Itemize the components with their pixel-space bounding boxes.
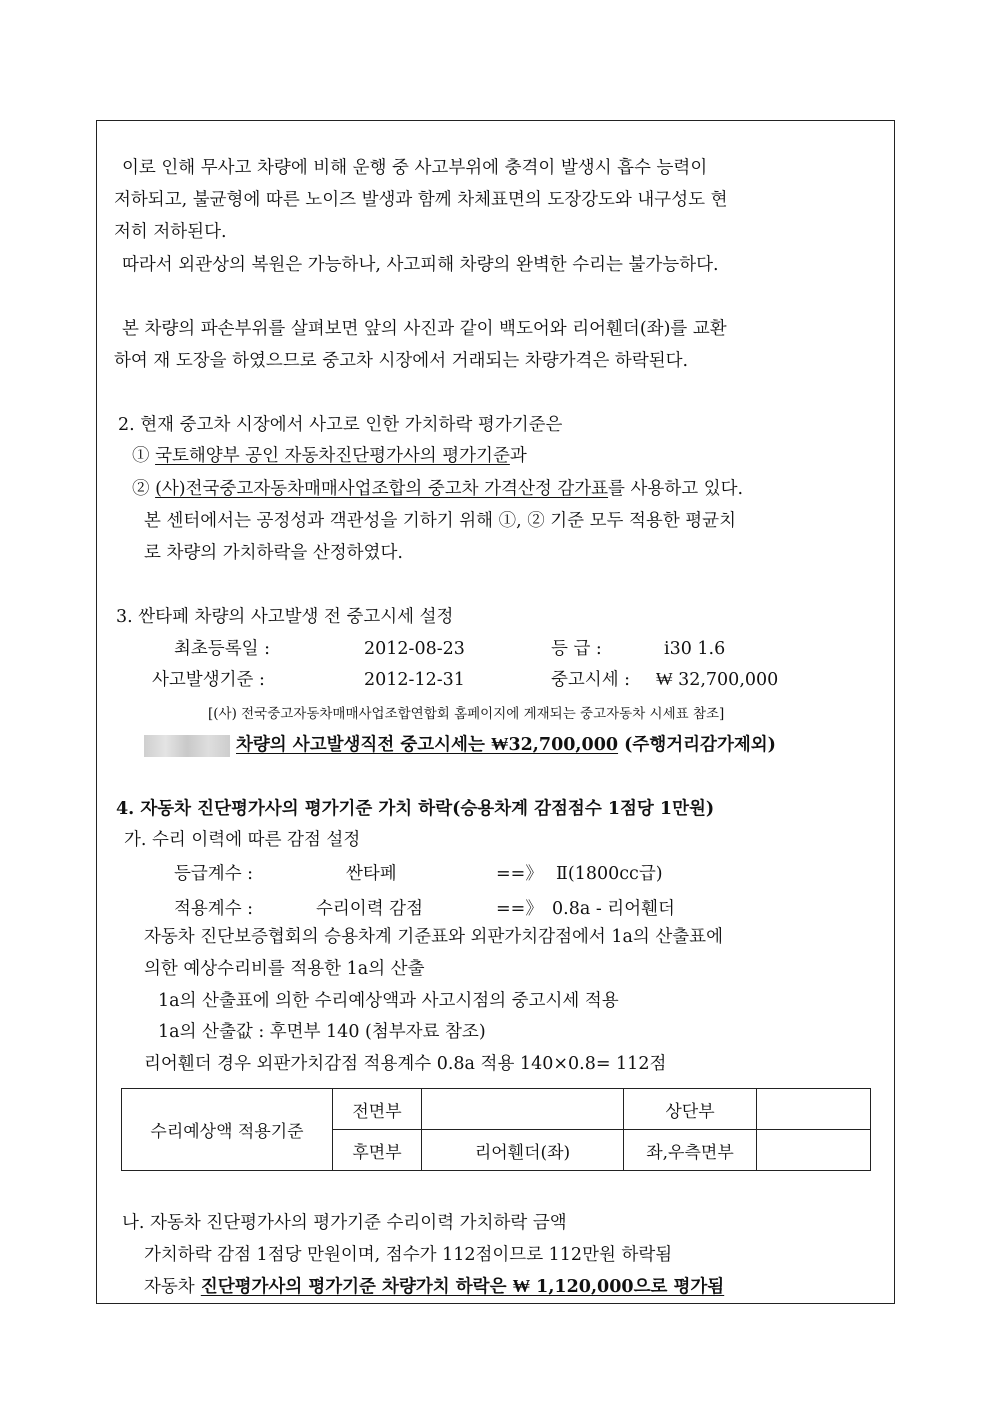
acc-value: 2012-12-31 <box>364 670 465 690</box>
section2-title: 2. 현재 중고차 시장에서 사고로 인한 가치하락 평가기준은 <box>118 415 563 435</box>
top-value-cell <box>757 1089 871 1130</box>
b-line2-prefix: 자동차 <box>144 1277 195 1297</box>
reg-value: 2012-08-23 <box>364 639 465 659</box>
summary-suffix: (주행거리감가제외) <box>624 735 776 755</box>
section4-line2: 의한 예상수리비를 적용한 1a의 산출 <box>144 959 425 979</box>
price-label: 중고시세 : <box>551 670 631 690</box>
grade-coef-car: 싼타페 <box>346 864 397 884</box>
item1-underlined: 국토해양부 공인 자동차진단평가사의 평가기준 <box>155 446 510 466</box>
section2-line4: 로 차량의 가치하락을 산정하였다. <box>144 543 403 563</box>
section4-title: 4. 자동차 진단평가사의 평가기준 가치 하락(승용차계 감점점수 1점당 1만원) <box>116 799 715 819</box>
rear-label-cell: 후면부 <box>333 1130 422 1171</box>
section2-item1 <box>132 445 527 467</box>
section4-line4: 1a의 산출값 : 후면부 140 (첨부자료 참조) <box>158 1022 486 1042</box>
grade-label: 등 급 : <box>551 639 602 659</box>
front-label-cell: 전면부 <box>333 1089 422 1130</box>
section2-item2 <box>132 478 743 500</box>
apply-coef-value: 0.8a - 리어휀더 <box>552 899 675 919</box>
para1-line2: 저하되고, 불균형에 따른 노이즈 발생과 함께 차체표면의 도장강도와 내구성도 현 <box>114 190 728 210</box>
grade-coef-value: Ⅱ(1800cc급) <box>556 864 663 884</box>
price-value: ₩ 32,700,000 <box>656 670 779 690</box>
para1-line3: 저히 저하된다. <box>114 222 227 242</box>
item1-mark: ① <box>132 446 150 466</box>
section3-title: 3. 싼타페 차량의 사고발생 전 중고시세 설정 <box>116 607 454 627</box>
section4-line5: 리어휀더 경우 외판가치감점 적용계수 0.8a 적용 140×0.8= 112점 <box>144 1054 667 1074</box>
table-row <box>122 1089 871 1130</box>
section4-sub-a: 가. 수리 이력에 따른 감점 설정 <box>124 830 361 850</box>
redacted-vehicle-number <box>144 735 230 757</box>
para1-line4: 따라서 외관상의 복원은 가능하나, 사고피해 차량의 완벽한 수리는 불가능하다. <box>122 255 719 275</box>
arrow-2: ==》 <box>496 899 543 919</box>
section2-line3: 본 센터에서는 공정성과 객관성을 기하기 위해 ①, ② 기준 모두 적용한 평균치 <box>144 511 736 531</box>
side-label-cell: 좌,우측면부 <box>624 1130 757 1171</box>
front-value-cell <box>422 1089 624 1130</box>
para2-line1: 본 차량의 파손부위를 살펴보면 앞의 사진과 같이 백도어와 리어휀더(좌)를 교환 <box>122 319 727 339</box>
grade-value: i30 1.6 <box>664 639 726 659</box>
section4-b-line1: 가치하락 감점 1점당 만원이며, 점수가 112점이므로 112만원 하락됨 <box>144 1245 673 1265</box>
b-line2-underlined: 진단평가사의 평가기준 차량가치 하락은 ₩ 1,120,000으로 평가됨 <box>200 1277 725 1297</box>
item2-suffix: 를 사용하고 있다. <box>608 479 744 499</box>
section4-sub-b: 나. 자동차 진단평가사의 평가기준 수리이력 가치하락 금액 <box>122 1213 567 1233</box>
repair-criteria-table <box>121 1088 871 1171</box>
item1-suffix: 과 <box>509 446 527 466</box>
para1-line1: 이로 인해 무사고 차량에 비해 운행 중 사고부위에 충격이 발생시 흡수 능력이 <box>122 158 708 178</box>
apply-coef-item: 수리이력 감점 <box>316 899 423 919</box>
item2-underlined: (사)전국중고자동차매매사업조합의 중고차 가격산정 감가표 <box>155 479 609 499</box>
section4-b-line2 <box>144 1276 724 1298</box>
top-label-cell: 상단부 <box>624 1089 757 1130</box>
reg-label: 최초등록일 : <box>174 639 270 659</box>
arrow-1: ==》 <box>496 864 543 884</box>
item2-mark: ② <box>132 479 150 499</box>
section3-summary <box>144 734 776 757</box>
summary-underlined: 차량의 사고발생직전 중고시세는 ₩32,700,000 <box>236 735 619 755</box>
grade-coef-label: 등급계수 : <box>174 864 254 884</box>
section4-line1: 자동차 진단보증협회의 승용차계 기준표와 외판가치감점에서 1a의 산출표에 <box>144 927 723 947</box>
apply-coef-label: 적용계수 : <box>174 899 254 919</box>
acc-label: 사고발생기준 : <box>152 670 265 690</box>
source-note: [(사) 전국중고자동차매매사업조합연합회 홈페이지에 게재되는 중고자동차 시세표 참조] <box>208 706 725 722</box>
para2-line2: 하여 재 도장을 하였으므로 중고차 시장에서 거래되는 차량가격은 하락된다. <box>114 351 689 371</box>
section4-line3: 1a의 산출표에 의한 수리예상액과 사고시점의 중고시세 적용 <box>158 991 619 1011</box>
table-header-cell: 수리예상액 적용기준 <box>122 1089 333 1171</box>
rear-value-cell: 리어휀더(좌) <box>422 1130 624 1171</box>
side-value-cell <box>757 1130 871 1171</box>
